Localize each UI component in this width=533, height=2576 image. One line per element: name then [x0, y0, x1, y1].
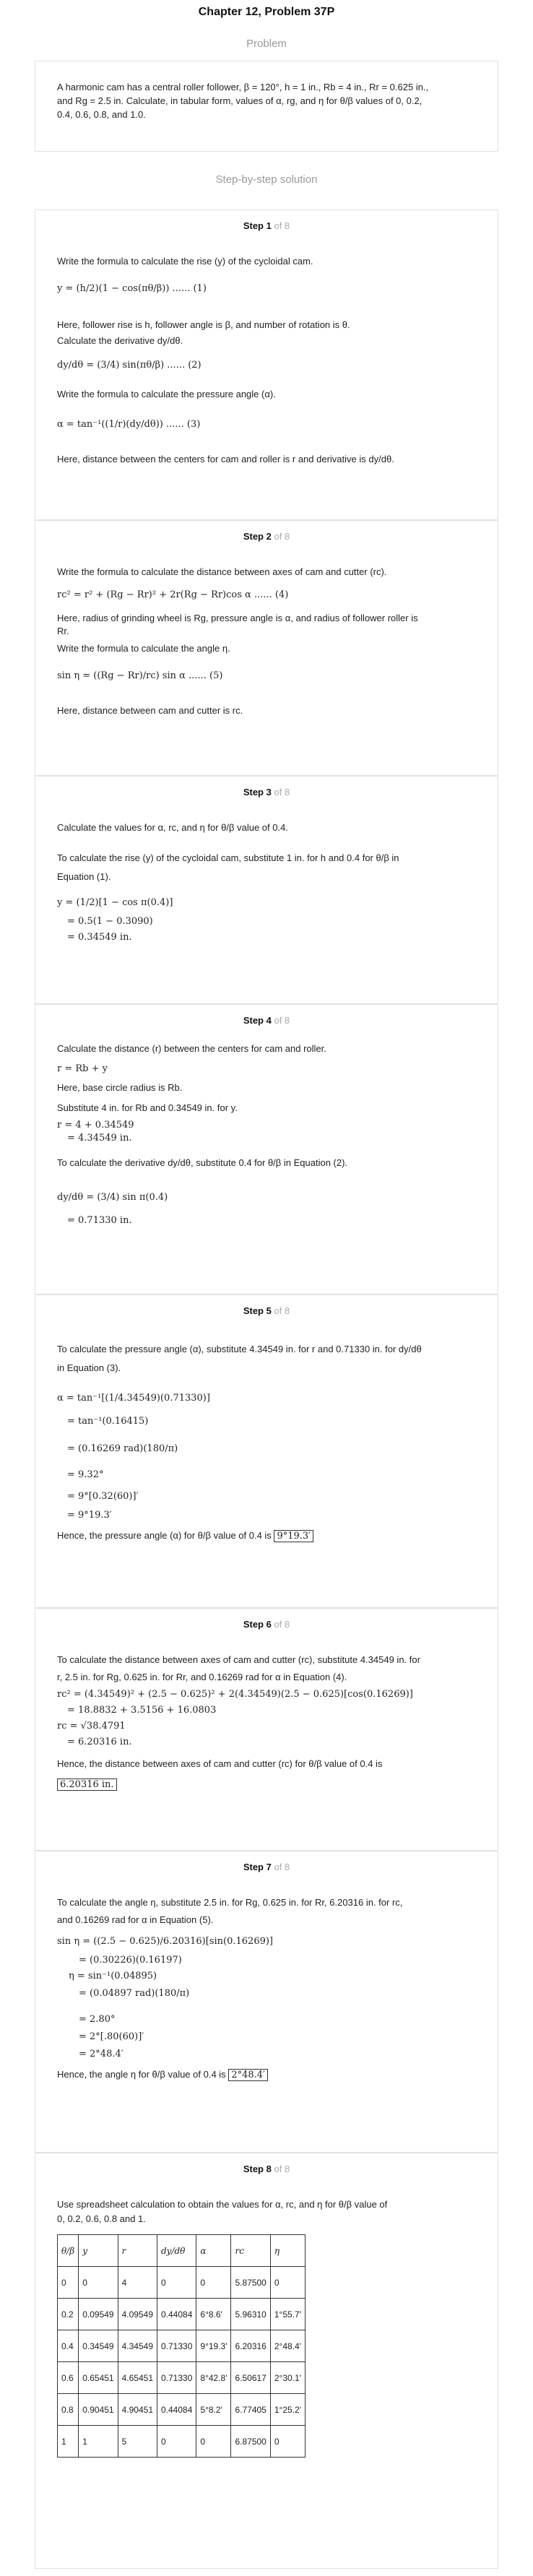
step-text: Calculate the values for α, rc, and η for θ/β value of 0.4. — [57, 822, 288, 833]
step-text: To calculate the distance between axes of cam and cutter (rc), substitute 4.34549 in. for — [57, 1654, 420, 1665]
step-text: Here, distance between the centers for cam and roller is r and derivative is dy/dθ. — [57, 454, 394, 464]
equation: rc² = r² + (Rg − Rr)² + 2r(Rg − Rr)cos α ...... (4) — [57, 589, 289, 600]
table-cell: 4 — [118, 2267, 157, 2299]
equation: = 2.80° — [79, 2014, 116, 2025]
table-cell: 4.65451 — [118, 2362, 157, 2394]
solution-heading: Step-by-step solution — [215, 173, 318, 186]
step-8-panel — [35, 2153, 498, 2569]
equation: α = tan⁻¹[(1/4.34549)(0.71330)] — [57, 1393, 210, 1404]
equation: dy/dθ = (3/4) sin π(0.4) — [57, 1192, 168, 1203]
table-cell: 6.20316 — [231, 2330, 270, 2362]
step-text: Here, distance between cam and cutter is rc. — [57, 705, 243, 716]
equation: = 6.20316 in. — [67, 1737, 132, 1747]
step-4-panel — [35, 1004, 498, 1295]
equation: dy/dθ = (3/4) sin(πθ/β) ...... (2) — [57, 360, 202, 371]
column-header: r — [118, 2235, 157, 2267]
table-cell: 0 — [79, 2267, 118, 2299]
table-cell: 0.90451 — [79, 2394, 118, 2426]
equation: sin η = ((Rg − Rr)/rc) sin α ...... (5) — [57, 670, 223, 681]
table-cell: 1 — [58, 2426, 79, 2458]
step-text: Calculate the derivative dy/dθ. — [57, 335, 183, 346]
table-cell: 5 — [118, 2426, 157, 2458]
table-cell: 0.6 — [58, 2362, 79, 2394]
step-text: Hence, the angle η for θ/β value of 0.4 is 2°48.4′ — [57, 2068, 268, 2082]
equation: = 9°[0.32(60)]′ — [67, 1491, 139, 1502]
equation: = tan⁻¹(0.16415) — [67, 1416, 149, 1427]
table-cell: 0.65451 — [79, 2362, 118, 2394]
table-cell: 9°19.3′ — [196, 2330, 231, 2362]
step-title: Step 3 of 8 — [243, 787, 290, 798]
table-cell: 0.09549 — [79, 2299, 118, 2330]
table-cell: 1°25.2′ — [270, 2394, 305, 2426]
step-text: To calculate the rise (y) of the cycloidal cam, substitute 1 in. for h and 0.4 for θ/β in — [57, 852, 399, 863]
problem-heading: Problem — [246, 38, 287, 50]
equation: = 9.32° — [67, 1469, 104, 1480]
equation: = (0.04897 rad)(180/π) — [79, 1988, 190, 1999]
step-title: Step 8 of 8 — [243, 2164, 290, 2174]
table-cell: 8°42.8′ — [196, 2362, 231, 2394]
table-row — [58, 2267, 306, 2299]
answer-box: 2°48.4′ — [228, 2069, 268, 2081]
column-header: θ/β — [58, 2235, 79, 2267]
step-text: and 0.16269 rad for α in Equation (5). — [57, 1914, 214, 1925]
step-title: Step 6 of 8 — [243, 1619, 290, 1630]
equation: y = (1/2)[1 − cos π(0.4)] — [57, 897, 173, 908]
table-row — [58, 2362, 306, 2394]
table-cell: 5.87500 — [231, 2267, 270, 2299]
step-7-panel — [35, 1851, 498, 2153]
step-1-panel — [35, 209, 498, 520]
table-cell: 0.4 — [58, 2330, 79, 2362]
column-header: rc — [231, 2235, 270, 2267]
step-text: Here, follower rise is h, follower angle is β, and number of rotation is θ. — [57, 319, 350, 330]
table-cell: 5.96310 — [231, 2299, 270, 2330]
step-text: Here, base circle radius is Rb. — [57, 1082, 183, 1093]
step-title: Step 7 of 8 — [243, 1862, 290, 1872]
column-header: α — [196, 2235, 231, 2267]
table-cell: 0 — [58, 2267, 79, 2299]
step-text — [57, 1778, 117, 1791]
table-cell: 0 — [157, 2267, 196, 2299]
step-text: Write the formula to calculate the distance between axes of cam and cutter (rc). — [57, 566, 387, 577]
step-5-panel — [35, 1295, 498, 1608]
table-cell: 2°30.1′ — [270, 2362, 305, 2394]
table-cell: 6°8.6′ — [196, 2299, 231, 2330]
step-title: Step 1 of 8 — [243, 220, 290, 231]
step-3-panel — [35, 776, 498, 1004]
equation: = 18.8832 + 3.5156 + 16.0803 — [67, 1705, 217, 1716]
equation: = (0.16269 rad)(180/π) — [67, 1443, 178, 1454]
equation: r = 4 + 0.34549 — [57, 1120, 134, 1131]
table-row — [58, 2426, 306, 2458]
equation: = 2°[.80(60)]′ — [79, 2031, 144, 2042]
column-header: η — [270, 2235, 305, 2267]
step-text: r, 2.5 in. for Rg, 0.625 in. for Rr, and 0.16269 rad for α in Equation (4). — [57, 1672, 347, 1682]
step-text: Substitute 4 in. for Rb and 0.34549 in. for y. — [57, 1102, 238, 1113]
equation: sin η = ((2.5 − 0.625)/6.20316)[sin(0.16269)] — [57, 1936, 273, 1947]
table-cell: 0 — [270, 2267, 305, 2299]
equation: y = (h/2)(1 − cos(πθ/β)) ...... (1) — [57, 283, 207, 294]
page-title: Chapter 12, Problem 37P — [198, 6, 335, 18]
problem-box — [35, 61, 498, 152]
column-header: dy/dθ — [157, 2235, 196, 2267]
step-text: Hence, the pressure angle (α) for θ/β value of 0.4 is 9°19.3′ — [57, 1529, 313, 1543]
table-cell: 1°55.7′ — [270, 2299, 305, 2330]
step-text: Write the formula to calculate the pressure angle (α). — [57, 389, 276, 399]
equation: rc = √38.4791 — [57, 1721, 126, 1732]
table-cell: 0.71330 — [157, 2330, 196, 2362]
step-text: Here, radius of grinding wheel is Rg, pressure angle is α, and radius of follower roller is — [57, 613, 418, 623]
step-text: 0, 0.2, 0.6, 0.8 and 1. — [57, 2213, 146, 2224]
table-row — [58, 2330, 306, 2362]
step-2-panel — [35, 520, 498, 776]
equation: α = tan⁻¹((1/r)(dy/dθ)) ...... (3) — [57, 419, 201, 430]
table-cell: 4.34549 — [118, 2330, 157, 2362]
table-cell: 2°48.4′ — [270, 2330, 305, 2362]
table-cell: 6.87500 — [231, 2426, 270, 2458]
table-header-row — [58, 2235, 306, 2267]
table-cell: 0 — [270, 2426, 305, 2458]
table-cell: 0 — [196, 2426, 231, 2458]
equation: = 0.71330 in. — [67, 1215, 132, 1226]
step-text: Write the formula to calculate the angle η. — [57, 643, 230, 654]
table-cell: 0.71330 — [157, 2362, 196, 2394]
step-text: Equation (1). — [57, 871, 111, 882]
table-cell: 0.44084 — [157, 2394, 196, 2426]
column-header: y — [79, 2235, 118, 2267]
equation: = (0.30226)(0.16197) — [79, 1955, 182, 1966]
step-text: Hence, the distance between axes of cam and cutter (rc) for θ/β value of 0.4 is — [57, 1758, 383, 1769]
table-cell: 0.2 — [58, 2299, 79, 2330]
step-title: Step 5 of 8 — [243, 1305, 290, 1316]
table-cell: 6.77405 — [231, 2394, 270, 2426]
table-cell: 4.09549 — [118, 2299, 157, 2330]
table-cell: 0.34549 — [79, 2330, 118, 2362]
table-row — [58, 2299, 306, 2330]
step-title: Step 4 of 8 — [243, 1015, 290, 1026]
equation: = 0.5(1 − 0.3090) — [67, 916, 153, 927]
equation: = 9°19.3′ — [67, 1510, 112, 1521]
step-text: Rr. — [57, 626, 69, 636]
table-cell: 0 — [157, 2426, 196, 2458]
table-cell: 1 — [79, 2426, 118, 2458]
answer-box: 9°19.3′ — [274, 1530, 313, 1542]
table-cell: 0 — [196, 2267, 231, 2299]
step-text: in Equation (3). — [57, 1362, 121, 1373]
table-cell: 4.90451 — [118, 2394, 157, 2426]
table-cell: 0.44084 — [157, 2299, 196, 2330]
equation: = 0.34549 in. — [67, 932, 132, 943]
equation: = 4.34549 in. — [67, 1133, 132, 1144]
table-row — [58, 2394, 306, 2426]
equation: η = sin⁻¹(0.04895) — [69, 1971, 157, 1981]
equation: rc² = (4.34549)² + (2.5 − 0.625)² + 2(4.34549)(2.5 − 0.625)[cos(0.16269)] — [57, 1689, 413, 1700]
step-6-panel — [35, 1608, 498, 1851]
results-table — [57, 2234, 306, 2458]
answer-box: 6.20316 in. — [57, 1778, 117, 1791]
problem-text: A harmonic cam has a central roller follower, β = 120°, h = 1 in., Rb = 4 in., Rr = 0.625 in., and Rg = 2.5 in. Calculate, in tabular form, values of α, rg, and η for θ/β values of 0, 0.2, 0.4, 0.6, 0.8, and 1.0. — [57, 82, 429, 120]
table-cell: 0.8 — [58, 2394, 79, 2426]
step-text: Write the formula to calculate the rise (y) of the cycloidal cam. — [57, 256, 313, 267]
step-title: Step 2 of 8 — [243, 531, 290, 542]
step-text: To calculate the derivative dy/dθ, substitute 0.4 for θ/β in Equation (2). — [57, 1157, 348, 1168]
table-cell: 6.50617 — [231, 2362, 270, 2394]
step-text: Calculate the distance (r) between the centers for cam and roller. — [57, 1043, 326, 1054]
equation: = 2°48.4′ — [79, 2049, 124, 2059]
equation: r = Rb + y — [57, 1063, 108, 1074]
table-cell: 5°8.2′ — [196, 2394, 231, 2426]
step-text: To calculate the pressure angle (α), substitute 4.34549 in. for r and 0.71330 in. for dy/dθ — [57, 1344, 422, 1354]
step-text: To calculate the angle η, substitute 2.5 in. for Rg, 0.625 in. for Rr, 6.20316 in. for rc, — [57, 1897, 403, 1908]
step-text: Use spreadsheet calculation to obtain the values for α, rc, and η for θ/β value of — [57, 2199, 388, 2210]
